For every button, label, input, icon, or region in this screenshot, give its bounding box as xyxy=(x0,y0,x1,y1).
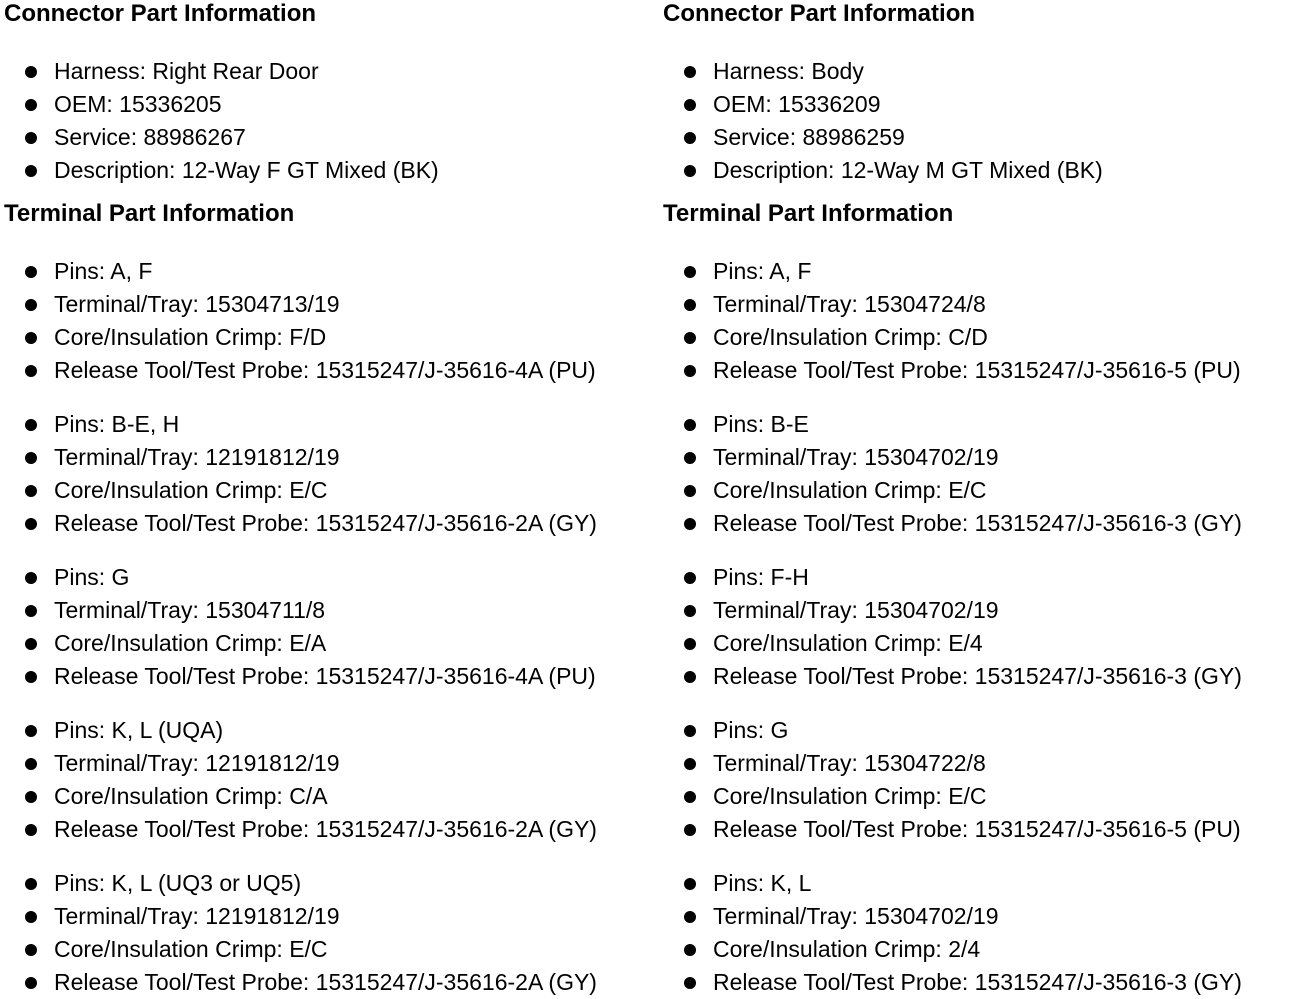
right-column xyxy=(663,0,1312,999)
item-text: Core/Insulation Crimp: 2/4 xyxy=(713,936,981,962)
list-item xyxy=(663,561,1312,594)
bullet-icon xyxy=(684,791,696,803)
item-text: Pins: B-E xyxy=(713,411,809,437)
list-item xyxy=(663,154,1312,187)
bullet-icon xyxy=(684,99,696,111)
bullet-icon xyxy=(684,165,696,177)
list-item xyxy=(663,900,1312,933)
item-text: Terminal/Tray: 15304722/8 xyxy=(713,750,986,776)
item-text: Terminal/Tray: 15304713/19 xyxy=(54,291,340,317)
item-text: Core/Insulation Crimp: C/A xyxy=(54,783,328,809)
list-item xyxy=(4,594,654,627)
terminal-group xyxy=(663,408,1312,540)
item-text: Description: 12-Way M GT Mixed (BK) xyxy=(713,157,1103,183)
list-item xyxy=(4,408,654,441)
item-text: Release Tool/Test Probe: 15315247/J-35616-2A (GY) xyxy=(54,510,597,536)
item-text: Terminal/Tray: 15304724/8 xyxy=(713,291,986,317)
bullet-icon xyxy=(25,132,37,144)
list-item xyxy=(4,88,654,121)
item-text: Pins: F-H xyxy=(713,564,809,590)
bullet-icon xyxy=(684,878,696,890)
bullet-icon xyxy=(684,266,696,278)
bullet-icon xyxy=(684,911,696,923)
list-item xyxy=(4,55,654,88)
bullet-icon xyxy=(684,299,696,311)
list-item xyxy=(4,321,654,354)
bullet-icon xyxy=(684,944,696,956)
item-text: Pins: K, L xyxy=(713,870,812,896)
item-text: Core/Insulation Crimp: E/C xyxy=(713,477,987,503)
item-text: Description: 12-Way F GT Mixed (BK) xyxy=(54,157,439,183)
list-item xyxy=(4,747,654,780)
item-text: Release Tool/Test Probe: 15315247/J-35616-3 (GY) xyxy=(713,510,1242,536)
bullet-icon xyxy=(25,638,37,650)
item-text: Core/Insulation Crimp: E/4 xyxy=(713,630,983,656)
terminal-heading: Terminal Part Information xyxy=(4,200,295,227)
item-text: Core/Insulation Crimp: C/D xyxy=(713,324,988,350)
list-item xyxy=(663,747,1312,780)
bullet-icon xyxy=(684,725,696,737)
list-item xyxy=(663,354,1312,387)
bullet-icon xyxy=(684,66,696,78)
bullet-icon xyxy=(25,266,37,278)
list-item xyxy=(4,867,654,900)
bullet-icon xyxy=(684,572,696,584)
list-item xyxy=(4,121,654,154)
list-item xyxy=(663,55,1312,88)
bullet-icon xyxy=(25,671,37,683)
item-text: Core/Insulation Crimp: E/C xyxy=(54,477,328,503)
item-text: Terminal/Tray: 12191812/19 xyxy=(54,903,340,929)
list-item xyxy=(4,966,654,999)
list-item xyxy=(4,354,654,387)
list-item xyxy=(663,408,1312,441)
bullet-icon xyxy=(25,824,37,836)
item-text: Pins: G xyxy=(54,564,130,590)
connector-list xyxy=(4,55,654,187)
item-text: Harness: Body xyxy=(713,58,864,84)
terminal-group xyxy=(663,255,1312,387)
terminal-group xyxy=(663,867,1312,999)
list-item xyxy=(4,561,654,594)
terminal-group xyxy=(4,408,654,540)
bullet-icon xyxy=(684,485,696,497)
item-text: Release Tool/Test Probe: 15315247/J-35616-3 (GY) xyxy=(713,969,1242,995)
item-text: Core/Insulation Crimp: F/D xyxy=(54,324,327,350)
item-text: Terminal/Tray: 15304702/19 xyxy=(713,597,999,623)
bullet-icon xyxy=(25,365,37,377)
bullet-icon xyxy=(25,485,37,497)
item-text: Terminal/Tray: 12191812/19 xyxy=(54,444,340,470)
list-item xyxy=(663,813,1312,846)
item-text: Pins: K, L (UQA) xyxy=(54,717,224,743)
bullet-icon xyxy=(684,638,696,650)
item-text: Release Tool/Test Probe: 15315247/J-35616-2A (GY) xyxy=(54,816,597,842)
bullet-icon xyxy=(25,452,37,464)
list-item xyxy=(663,441,1312,474)
item-text: Terminal/Tray: 15304702/19 xyxy=(713,903,999,929)
terminal-group xyxy=(4,561,654,693)
terminal-group xyxy=(663,714,1312,846)
list-item xyxy=(663,627,1312,660)
list-item xyxy=(663,933,1312,966)
list-item xyxy=(663,714,1312,747)
bullet-icon xyxy=(25,419,37,431)
item-text: OEM: 15336209 xyxy=(713,91,881,117)
connector-heading: Connector Part Information xyxy=(663,0,976,27)
item-text: Pins: A, F xyxy=(54,258,153,284)
list-item xyxy=(4,900,654,933)
list-item xyxy=(4,255,654,288)
bullet-icon xyxy=(684,419,696,431)
list-item xyxy=(663,507,1312,540)
bullet-icon xyxy=(25,66,37,78)
item-text: Pins: B-E, H xyxy=(54,411,180,437)
item-text: Pins: A, F xyxy=(713,258,812,284)
item-text: Service: 88986267 xyxy=(54,124,246,150)
terminal-group xyxy=(4,714,654,846)
list-item xyxy=(663,594,1312,627)
bullet-icon xyxy=(25,99,37,111)
list-item xyxy=(663,966,1312,999)
item-text: Service: 88986259 xyxy=(713,124,905,150)
list-item xyxy=(663,474,1312,507)
bullet-icon xyxy=(25,165,37,177)
bullet-icon xyxy=(25,911,37,923)
connector-list xyxy=(663,55,1312,187)
bullet-icon xyxy=(25,977,37,989)
item-text: Release Tool/Test Probe: 15315247/J-35616-3 (GY) xyxy=(713,663,1242,689)
item-text: Release Tool/Test Probe: 15315247/J-35616-4A (PU) xyxy=(54,663,596,689)
item-text: Terminal/Tray: 12191812/19 xyxy=(54,750,340,776)
bullet-icon xyxy=(684,332,696,344)
list-item xyxy=(4,288,654,321)
connector-heading: Connector Part Information xyxy=(4,0,317,27)
list-item xyxy=(663,780,1312,813)
bullet-icon xyxy=(25,725,37,737)
bullet-icon xyxy=(684,605,696,617)
bullet-icon xyxy=(684,365,696,377)
terminal-group xyxy=(4,255,654,387)
bullet-icon xyxy=(25,332,37,344)
list-item xyxy=(4,780,654,813)
bullet-icon xyxy=(684,824,696,836)
bullet-icon xyxy=(25,518,37,530)
list-item xyxy=(663,660,1312,693)
list-item xyxy=(4,933,654,966)
list-item xyxy=(663,88,1312,121)
list-item xyxy=(4,714,654,747)
terminal-group xyxy=(4,867,654,999)
left-column xyxy=(4,0,654,999)
bullet-icon xyxy=(25,299,37,311)
list-item xyxy=(663,255,1312,288)
list-item xyxy=(663,867,1312,900)
bullet-icon xyxy=(684,977,696,989)
item-text: Release Tool/Test Probe: 15315247/J-35616-5 (PU) xyxy=(713,357,1241,383)
list-item xyxy=(4,474,654,507)
terminal-heading: Terminal Part Information xyxy=(663,200,954,227)
bullet-icon xyxy=(25,944,37,956)
list-item xyxy=(4,441,654,474)
bullet-icon xyxy=(684,518,696,530)
list-item xyxy=(4,154,654,187)
item-text: Release Tool/Test Probe: 15315247/J-35616-2A (GY) xyxy=(54,969,597,995)
bullet-icon xyxy=(25,878,37,890)
bullet-icon xyxy=(684,758,696,770)
bullet-icon xyxy=(25,758,37,770)
bullet-icon xyxy=(684,132,696,144)
list-item xyxy=(4,813,654,846)
item-text: Harness: Right Rear Door xyxy=(54,58,319,84)
item-text: Core/Insulation Crimp: E/C xyxy=(713,783,987,809)
item-text: Core/Insulation Crimp: E/A xyxy=(54,630,327,656)
bullet-icon xyxy=(25,791,37,803)
item-text: Pins: G xyxy=(713,717,789,743)
terminal-group xyxy=(663,561,1312,693)
list-item xyxy=(4,660,654,693)
bullet-icon xyxy=(25,572,37,584)
list-item xyxy=(4,507,654,540)
bullet-icon xyxy=(684,452,696,464)
item-text: Release Tool/Test Probe: 15315247/J-35616-5 (PU) xyxy=(713,816,1241,842)
item-text: Core/Insulation Crimp: E/C xyxy=(54,936,328,962)
list-item xyxy=(663,121,1312,154)
bullet-icon xyxy=(25,605,37,617)
bullet-icon xyxy=(684,671,696,683)
list-item xyxy=(4,627,654,660)
item-text: OEM: 15336205 xyxy=(54,91,222,117)
item-text: Terminal/Tray: 15304711/8 xyxy=(54,597,326,623)
list-item xyxy=(663,321,1312,354)
list-item xyxy=(663,288,1312,321)
item-text: Release Tool/Test Probe: 15315247/J-35616-4A (PU) xyxy=(54,357,596,383)
item-text: Terminal/Tray: 15304702/19 xyxy=(713,444,999,470)
item-text: Pins: K, L (UQ3 or UQ5) xyxy=(54,870,302,896)
